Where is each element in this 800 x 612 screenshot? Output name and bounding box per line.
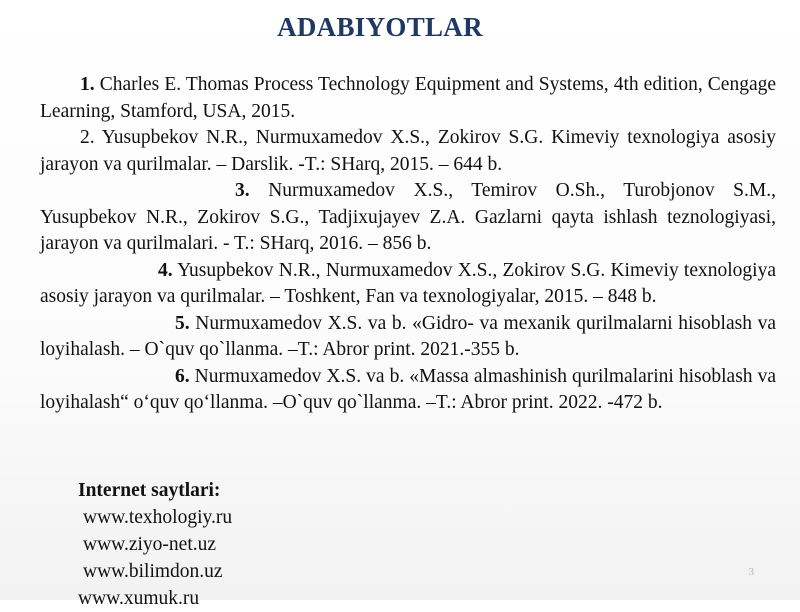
reference-number: 4. [158, 259, 173, 281]
reference-text: Nurmuxamedov X.S. va b. «Gidro- va mexanik qurilmalarni hisoblash va loyihalash. – O`quv qo`llanma. –T.: Abror print. 2021.-355 b. [40, 312, 776, 360]
internet-sites-section [78, 477, 232, 612]
slide-title: ADABIYOTLAR [277, 12, 483, 42]
reference-text: Yusupbekov N.R., Nurmuxamedov X.S., Zokirov S.G. Kimeviy texnologiya asosiy jarayon va qurilmalar. – Darslik. -T.: SHarq, 2015. – 644 b. [40, 127, 776, 175]
internet-sites-heading: Internet saytlari: [78, 480, 221, 501]
reference-text: Nurmuxamedov X.S. va b. «Massa almashinish qurilmalarini hisoblash va loyihalash“ o‘quv qo‘llanma. –O`quv qo`llanma. –T.: Abror print. 2022. -472 b. [40, 365, 776, 413]
reference-number: 1. [80, 74, 95, 95]
website-link[interactable]: www.ziyo-net.uz [83, 534, 217, 555]
reference-text: Charles E. Thomas Process Technology Equipment and Systems, 4th edition, Cengage Learning, Stamford, USA, 2015. [40, 74, 776, 122]
website-link[interactable]: www.bilimdon.uz [83, 561, 223, 582]
reference-number: 2. [80, 127, 95, 148]
reference-item-3 [40, 178, 776, 258]
website-link[interactable]: www.xumuk.ru [78, 588, 200, 609]
reference-list [40, 72, 776, 417]
reference-item-6 [40, 364, 776, 417]
website-link[interactable]: www.texhologiy.ru [83, 507, 233, 528]
reference-text: Yusupbekov N.R., Nurmuxamedov X.S., Zokirov S.G. Kimeviy texnologiya asosiy jarayon va qurilmalar. – Toshkent, Fan va texnologiyalar, 2015. – 848 b. [40, 259, 776, 307]
reference-number: 6. [175, 365, 190, 387]
reference-item-5 [40, 311, 776, 364]
reference-item-1 [40, 72, 776, 125]
reference-text: Nurmuxamedov X.S., Temirov O.Sh., Turobjonov S.M., Yusupbekov N.R., Zokirov S.G., Tadjixujayev Z.A. Gazlarni qayta ishlash teznologiyasi, jarayon va qurilmalari. - T.: SHarq, 2016. – 856 b. [40, 180, 776, 254]
reference-number: 5. [175, 312, 190, 334]
reference-item-4 [40, 258, 776, 311]
reference-number: 3. [235, 180, 250, 201]
reference-item-2 [40, 125, 776, 178]
page-number: 3 [748, 566, 754, 578]
